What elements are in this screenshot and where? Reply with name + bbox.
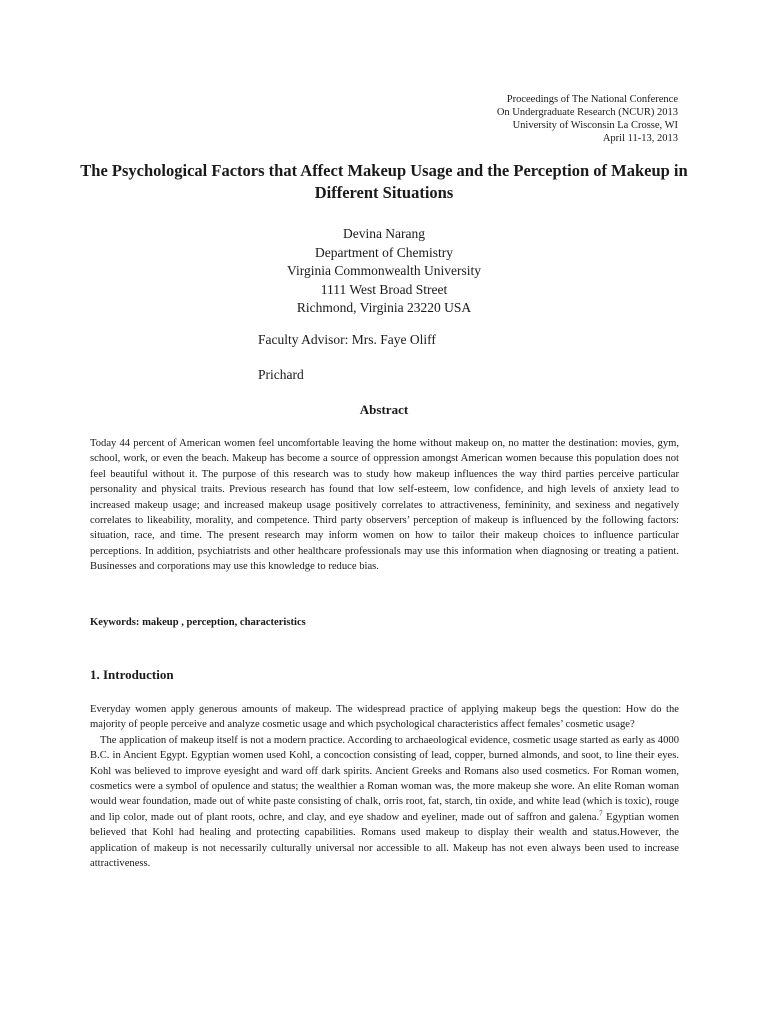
introduction-heading: 1. Introduction — [90, 667, 174, 682]
proceedings-line-1: Proceedings of The National Conference — [506, 94, 678, 105]
proceedings-line-3: University of Wisconsin La Crosse, WI — [512, 120, 678, 131]
introduction-body — [90, 702, 679, 871]
introduction-paragraph-2 — [90, 733, 679, 872]
paper-title: The Psychological Factors that Affect Makeup Usage and the Perception of Makeup in Different Situations — [80, 161, 688, 202]
keywords — [90, 616, 679, 630]
keywords-values: makeup , perception, characteristics — [139, 617, 306, 628]
faculty-advisor-continued: Prichard — [258, 367, 304, 382]
introduction-paragraph-2-part-a: The application of makeup itself is not a modern practice. According to archaeological evidence, cosmetic usage started as early as 4000 B.C. in Ancient Egypt. Egyptian women used Kohl, a concoction consisting of lead, copper, burned almonds, and soot, to line their eyes. Kohl was believed to improve eyesight and ward off dark spirits. Ancient Greeks and Romans also used cosmetics. For Roman women, cosmetics were a symbol of opulence and status; the wealthier a Roman woman was, the more makeup she wore. An elite Roman woman would wear foundation, made out of white paste consisting of chalk, orris root, fat, starch, tin oxide, and white lead (which is toxic), rouge and lip color, made out of plant roots, ochre, and clay, and eye shadow and eyeliner, made out of saffron and galena. — [90, 734, 679, 823]
author-city: Richmond, Virginia 23220 USA — [296, 300, 472, 315]
introduction-paragraph-1: Everyday women apply generous amounts of makeup. The widespread practice of applying makeup begs the question: How do the majority of people perceive and analyze cosmetic usage and which psychological characteristics affect females’ cosmetic usage? — [90, 704, 679, 731]
faculty-advisor: Faculty Advisor: Mrs. Faye Oliff — [258, 332, 436, 347]
author-department: Department of Chemistry — [315, 244, 453, 260]
introduction-paragraph-2-part-b: Egyptian women believed that Kohl had healing and protecting capabilities. Romans used makeup to display their wealth and status.However, the application of makeup is not necessarily culturally universal nor accessible to all. Makeup has not even always been used to increase attractiveness. — [90, 811, 680, 870]
abstract-text: Today 44 percent of American women feel uncomfortable leaving the home without makeup on, no matter the destination: movies, gym, school, work, or even the beach. Makeup has become a source of oppression amongst American women because this population does not feel beautiful without it. The purpose of this research was to study how makeup influences the way third parties perceive particular personality and physical traits. Previous research has found that low self-esteem, low confidence, and high levels of anxiety lead to increased makeup usage; and increased makeup usage positively correlates to attractiveness, femininity, and sexiness and negatively correlates to likeability, morality, and competence. Third party observers’ perception of makeup is influenced by the following factors: situation, race, and time. The present research may inform women on how to tailor their makeup choices to influence particular perceptions. In addition, psychiatrists and other healthcare professionals may use this information when diagnosing or treating a patient. Businesses and corporations may use this knowledge to reduce bias. — [90, 438, 679, 573]
proceedings-header — [497, 93, 678, 145]
abstract-heading: Abstract — [359, 402, 409, 417]
author-name: Devina Narang — [342, 226, 426, 241]
author-university: Virginia Commonwealth University — [287, 263, 481, 278]
proceedings-line-2: On Undergraduate Research (NCUR) 2013 — [496, 107, 678, 118]
keywords-label: Keywords: — [90, 617, 140, 628]
author-block — [0, 225, 768, 318]
citation-superscript: 7 — [599, 809, 603, 818]
proceedings-line-4: April 11-13, 2013 — [602, 133, 678, 144]
author-street: 1111 West Broad Street — [320, 281, 448, 297]
